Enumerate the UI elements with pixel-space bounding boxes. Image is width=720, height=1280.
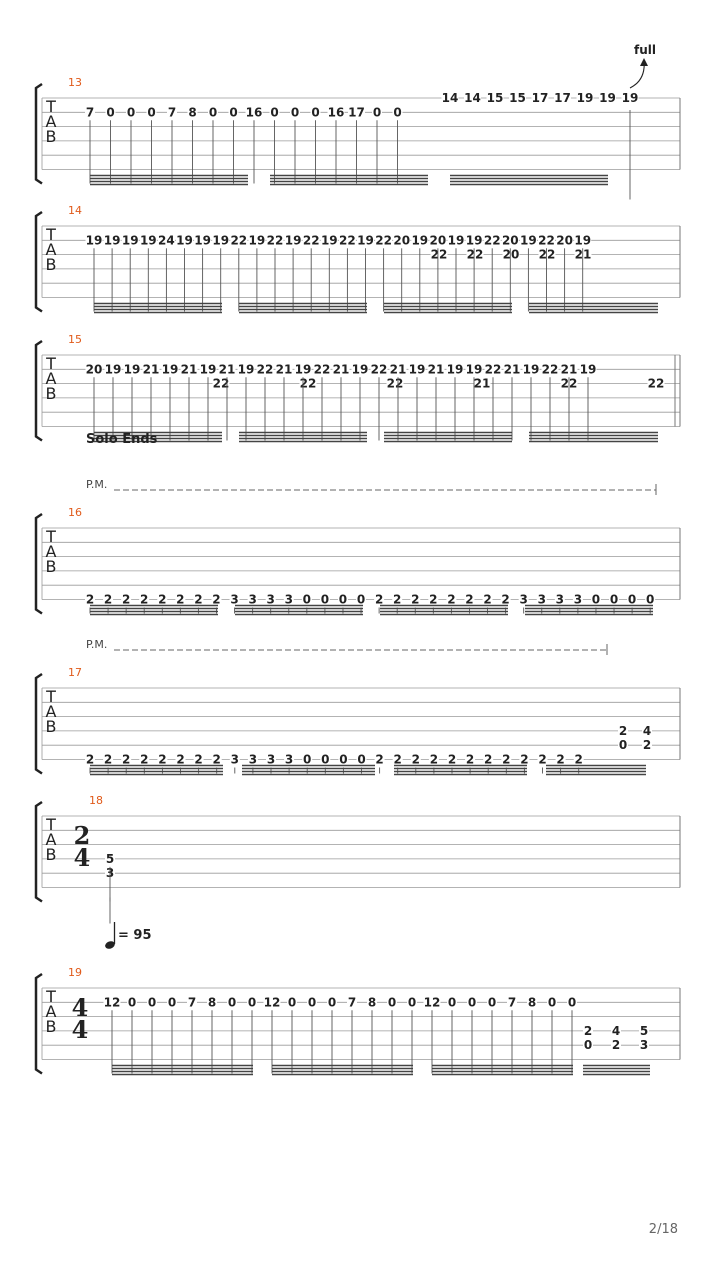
tab-clef-letter: T bbox=[46, 527, 56, 546]
fret-number: 0 bbox=[407, 995, 417, 1010]
fret-number: 17 bbox=[348, 105, 365, 120]
fret-number: 17 bbox=[531, 91, 549, 105]
fret-number: 19 bbox=[121, 233, 139, 248]
fret-number: 0 bbox=[311, 105, 320, 120]
time-sig-bottom: 4 bbox=[73, 843, 91, 872]
system-bracket bbox=[36, 341, 42, 441]
fret-number: 16 bbox=[245, 105, 263, 120]
fret-number: 19 bbox=[522, 362, 540, 377]
tab-clef-letter: T bbox=[46, 687, 56, 706]
fret-number: 0 bbox=[357, 752, 366, 767]
fret-number: 2 bbox=[411, 752, 420, 767]
fret-number: 20 bbox=[502, 247, 520, 262]
fret-number: 2 bbox=[447, 592, 456, 607]
fret-number: 7 bbox=[507, 995, 517, 1010]
fret-number: 19 bbox=[248, 233, 266, 248]
fret-number: 19 bbox=[161, 362, 179, 377]
fret-number: 19 bbox=[579, 362, 597, 377]
fret-number: 2 bbox=[574, 752, 583, 767]
fret-number: 20 bbox=[393, 233, 411, 248]
fret-number: 2 bbox=[618, 723, 628, 738]
fret-number: 19 bbox=[123, 362, 141, 377]
fret-number: 0 bbox=[167, 995, 177, 1010]
fret-number: 5 bbox=[105, 851, 115, 866]
fret-number: 3 bbox=[555, 592, 564, 607]
fret-number: 3 bbox=[105, 866, 115, 881]
fret-number: 22 bbox=[647, 376, 665, 391]
fret-number: 19 bbox=[621, 91, 639, 105]
fret-number: 2 bbox=[484, 752, 493, 767]
fret-number: 22 bbox=[386, 376, 404, 391]
fret-number: 0 bbox=[307, 995, 317, 1010]
fret-number: 7 bbox=[187, 995, 197, 1010]
fret-number: 2 bbox=[538, 752, 547, 767]
fret-number: 4 bbox=[642, 723, 652, 738]
page-number: 2/18 bbox=[648, 1222, 678, 1237]
tab-clef-letter: A bbox=[45, 240, 57, 259]
fret-number: 20 bbox=[429, 233, 447, 248]
fret-number: 22 bbox=[230, 233, 248, 248]
bend-arrow-head bbox=[640, 58, 648, 66]
fret-number: 0 bbox=[208, 105, 218, 120]
measure-number: 14 bbox=[68, 204, 82, 217]
measure-number: 19 bbox=[68, 966, 82, 979]
tab-clef-letter: A bbox=[45, 112, 57, 131]
fret-number: 12 bbox=[263, 995, 281, 1010]
fret-number: 0 bbox=[487, 995, 497, 1010]
fret-number: 8 bbox=[188, 105, 197, 120]
fret-number: 8 bbox=[367, 995, 377, 1010]
fret-number: 21 bbox=[389, 362, 407, 377]
fret-number: 19 bbox=[139, 233, 157, 248]
fret-number: 14 bbox=[441, 91, 459, 105]
tab-clef-letter: T bbox=[46, 354, 56, 373]
fret-number: 12 bbox=[423, 995, 441, 1010]
fret-number: 22 bbox=[466, 247, 484, 262]
fret-number: 7 bbox=[347, 995, 357, 1010]
fret-number: 22 bbox=[538, 247, 556, 262]
fret-number: 19 bbox=[104, 362, 122, 377]
fret-number: 2 bbox=[212, 752, 221, 767]
tab-clef-letter: T bbox=[46, 225, 56, 244]
fret-number: 2 bbox=[447, 752, 457, 767]
fret-number: 22 bbox=[302, 233, 320, 248]
fret-number: 21 bbox=[180, 362, 198, 377]
fret-number: 21 bbox=[218, 362, 236, 377]
fret-number: 22 bbox=[299, 376, 317, 391]
fret-number: 3 bbox=[284, 752, 294, 767]
fret-number: 2 bbox=[158, 752, 167, 767]
fret-number: 12 bbox=[103, 995, 121, 1010]
fret-number: 0 bbox=[247, 995, 257, 1010]
fret-number: 2 bbox=[465, 592, 474, 607]
fret-number: 3 bbox=[266, 752, 276, 767]
fret-number: 24 bbox=[158, 233, 175, 248]
fret-number: 3 bbox=[266, 592, 275, 607]
fret-number: 22 bbox=[339, 233, 356, 248]
fret-number: 20 bbox=[556, 233, 573, 248]
fret-number: 2 bbox=[85, 592, 95, 607]
fret-number: 3 bbox=[248, 752, 258, 767]
fret-number: 2 bbox=[103, 592, 113, 607]
fret-number: 2 bbox=[520, 752, 529, 767]
palm-mute-label: P.M. bbox=[86, 478, 108, 491]
tab-clef-letter: T bbox=[46, 815, 56, 834]
fret-number: 2 bbox=[501, 592, 510, 607]
fret-number: 0 bbox=[227, 995, 237, 1010]
fret-number: 0 bbox=[372, 105, 382, 120]
fret-number: 0 bbox=[127, 995, 137, 1010]
system-bracket bbox=[36, 974, 42, 1074]
fret-number: 2 bbox=[140, 592, 149, 607]
fret-number: 7 bbox=[85, 105, 95, 120]
fret-number: 0 bbox=[393, 105, 402, 120]
fret-number: 2 bbox=[556, 752, 565, 767]
fret-number: 0 bbox=[567, 995, 577, 1010]
fret-number: 0 bbox=[627, 592, 637, 607]
fret-number: 21 bbox=[427, 362, 445, 377]
fret-number: 2 bbox=[374, 592, 384, 607]
fret-number: 2 bbox=[176, 752, 185, 767]
palm-mute-label: P.M. bbox=[86, 638, 108, 651]
tab-system bbox=[36, 432, 680, 615]
fret-number: 8 bbox=[527, 995, 537, 1010]
fret-number: 4 bbox=[611, 1023, 621, 1038]
fret-number: 19 bbox=[212, 233, 230, 248]
fret-number: 19 bbox=[447, 233, 465, 248]
fret-number: 2 bbox=[121, 592, 131, 607]
fret-number: 22 bbox=[538, 233, 555, 248]
fret-number: 2 bbox=[140, 752, 149, 767]
fret-number: 2 bbox=[502, 752, 511, 767]
fret-number: 3 bbox=[573, 592, 583, 607]
fret-number: 0 bbox=[339, 752, 348, 767]
fret-number: 0 bbox=[338, 592, 348, 607]
fret-number: 2 bbox=[158, 592, 167, 607]
fret-number: 2 bbox=[375, 752, 384, 767]
fret-number: 3 bbox=[230, 592, 239, 607]
fret-number: 20 bbox=[85, 362, 103, 377]
bend-label: full bbox=[634, 43, 656, 57]
tab-clef-letter: A bbox=[45, 542, 57, 561]
fret-number: 0 bbox=[147, 105, 156, 120]
tempo-mark: = 95 bbox=[118, 928, 152, 943]
fret-number: 20 bbox=[501, 233, 519, 248]
tab-system bbox=[36, 43, 680, 200]
fret-number: 19 bbox=[357, 233, 374, 248]
fret-number: 19 bbox=[576, 91, 594, 105]
fret-number: 0 bbox=[609, 592, 619, 607]
fret-number: 0 bbox=[547, 995, 557, 1010]
fret-number: 15 bbox=[509, 91, 526, 105]
fret-number: 22 bbox=[266, 233, 284, 248]
fret-number: 2 bbox=[122, 752, 131, 767]
fret-number: 19 bbox=[294, 362, 312, 377]
tab-clef-letter: A bbox=[45, 369, 57, 388]
fret-number: 19 bbox=[176, 233, 193, 248]
fret-number: 3 bbox=[284, 592, 293, 607]
section-label: Solo Ends bbox=[86, 432, 158, 447]
fret-number: 2 bbox=[212, 592, 221, 607]
tab-clef-letter: A bbox=[45, 702, 57, 721]
fret-number: 0 bbox=[387, 995, 397, 1010]
fret-number: 19 bbox=[103, 233, 121, 248]
system-bracket bbox=[36, 212, 42, 312]
fret-number: 2 bbox=[429, 592, 438, 607]
fret-number: 0 bbox=[270, 105, 279, 120]
fret-number: 0 bbox=[467, 995, 477, 1010]
fret-number: 21 bbox=[142, 362, 160, 377]
fret-number: 0 bbox=[591, 592, 601, 607]
fret-number: 0 bbox=[321, 752, 330, 767]
fret-number: 2 bbox=[393, 752, 402, 767]
measure-number: 16 bbox=[68, 506, 82, 519]
fret-number: 19 bbox=[320, 233, 338, 248]
fret-number: 21 bbox=[560, 362, 578, 377]
fret-number: 2 bbox=[411, 592, 420, 607]
fret-number: 19 bbox=[199, 362, 217, 377]
fret-number: 16 bbox=[327, 105, 345, 120]
fret-number: 14 bbox=[464, 91, 481, 105]
tab-clef-letter: B bbox=[45, 717, 57, 736]
fret-number: 22 bbox=[430, 247, 448, 262]
fret-number: 3 bbox=[248, 592, 257, 607]
fret-number: 22 bbox=[541, 362, 559, 377]
fret-number: 19 bbox=[411, 233, 429, 248]
tab-system bbox=[36, 922, 680, 1075]
fret-number: 2 bbox=[194, 752, 203, 767]
tab-clef-letter: A bbox=[45, 1002, 57, 1021]
fret-number: 19 bbox=[237, 362, 255, 377]
fret-number: 19 bbox=[446, 362, 464, 377]
fret-number: 2 bbox=[611, 1038, 621, 1053]
fret-number: 19 bbox=[85, 233, 103, 248]
fret-number: 0 bbox=[303, 752, 312, 767]
fret-number: 0 bbox=[583, 1038, 593, 1053]
fret-number: 15 bbox=[486, 91, 504, 105]
fret-number: 21 bbox=[574, 247, 592, 262]
fret-number: 22 bbox=[560, 376, 578, 391]
fret-number: 0 bbox=[287, 995, 297, 1010]
fret-number: 0 bbox=[147, 995, 157, 1010]
fret-number: 2 bbox=[429, 752, 439, 767]
fret-number: 0 bbox=[447, 995, 457, 1010]
tab-clef-letter: T bbox=[46, 987, 56, 1006]
fret-number: 0 bbox=[645, 592, 655, 607]
fret-number: 2 bbox=[642, 738, 652, 753]
fret-number: 2 bbox=[194, 592, 203, 607]
fret-number: 21 bbox=[332, 362, 350, 377]
measure-number: 17 bbox=[68, 666, 82, 679]
fret-number: 21 bbox=[503, 362, 521, 377]
fret-number: 3 bbox=[639, 1038, 649, 1053]
fret-number: 2 bbox=[583, 1023, 593, 1038]
fret-number: 2 bbox=[103, 752, 113, 767]
fret-number: 19 bbox=[599, 91, 616, 105]
fret-number: 2 bbox=[483, 592, 492, 607]
time-sig-top: 4 bbox=[71, 993, 89, 1022]
fret-number: 0 bbox=[327, 995, 337, 1010]
system-bracket bbox=[36, 514, 42, 614]
fret-number: 19 bbox=[465, 233, 483, 248]
tab-clef-letter: B bbox=[45, 384, 57, 403]
fret-number: 7 bbox=[167, 105, 177, 120]
fret-number: 2 bbox=[85, 752, 95, 767]
fret-number: 21 bbox=[473, 376, 491, 391]
measure-number: 13 bbox=[68, 76, 82, 89]
system-bracket bbox=[36, 84, 42, 184]
tab-clef-letter: B bbox=[45, 845, 57, 864]
tab-system bbox=[36, 638, 680, 775]
fret-number: 0 bbox=[618, 738, 628, 753]
fret-number: 22 bbox=[313, 362, 331, 377]
time-sig-top: 2 bbox=[73, 821, 91, 850]
fret-number: 22 bbox=[256, 362, 274, 377]
tab-clef-letter: A bbox=[45, 830, 57, 849]
fret-number: 22 bbox=[484, 362, 502, 377]
system-bracket bbox=[36, 802, 42, 902]
fret-number: 19 bbox=[408, 362, 426, 377]
measure-number: 15 bbox=[68, 333, 82, 346]
fret-number: 0 bbox=[302, 592, 312, 607]
fret-number: 3 bbox=[230, 752, 239, 767]
tab-clef-letter: B bbox=[45, 1017, 57, 1036]
fret-number: 17 bbox=[554, 91, 571, 105]
fret-number: 19 bbox=[284, 233, 302, 248]
fret-number: 0 bbox=[126, 105, 136, 120]
tab-clef-letter: B bbox=[45, 557, 57, 576]
fret-number: 8 bbox=[207, 995, 217, 1010]
fret-number: 19 bbox=[351, 362, 369, 377]
fret-number: 19 bbox=[520, 233, 537, 248]
measure-number: 18 bbox=[89, 794, 103, 807]
fret-number: 5 bbox=[639, 1023, 649, 1038]
fret-number: 3 bbox=[537, 592, 546, 607]
fret-number: 0 bbox=[229, 105, 238, 120]
tab-clef-letter: B bbox=[45, 127, 57, 146]
fret-number: 19 bbox=[465, 362, 483, 377]
fret-number: 0 bbox=[106, 105, 115, 120]
fret-number: 19 bbox=[194, 233, 211, 248]
fret-number: 0 bbox=[290, 105, 300, 120]
fret-number: 2 bbox=[393, 592, 402, 607]
fret-number: 2 bbox=[176, 592, 185, 607]
fret-number: 21 bbox=[275, 362, 293, 377]
fret-number: 2 bbox=[465, 752, 475, 767]
fret-number: 3 bbox=[519, 592, 528, 607]
fret-number: 22 bbox=[212, 376, 230, 391]
system-bracket bbox=[36, 674, 42, 774]
tab-clef-letter: B bbox=[45, 255, 57, 274]
fret-number: 19 bbox=[574, 233, 592, 248]
fret-number: 0 bbox=[320, 592, 330, 607]
tab-system bbox=[36, 333, 680, 442]
tab-clef-letter: T bbox=[46, 97, 56, 116]
time-sig-bottom: 4 bbox=[71, 1015, 89, 1044]
fret-number: 0 bbox=[356, 592, 366, 607]
tab-system bbox=[36, 794, 680, 924]
fret-number: 22 bbox=[375, 233, 392, 248]
fret-number: 22 bbox=[483, 233, 501, 248]
fret-number: 22 bbox=[370, 362, 388, 377]
tab-system bbox=[36, 204, 680, 313]
